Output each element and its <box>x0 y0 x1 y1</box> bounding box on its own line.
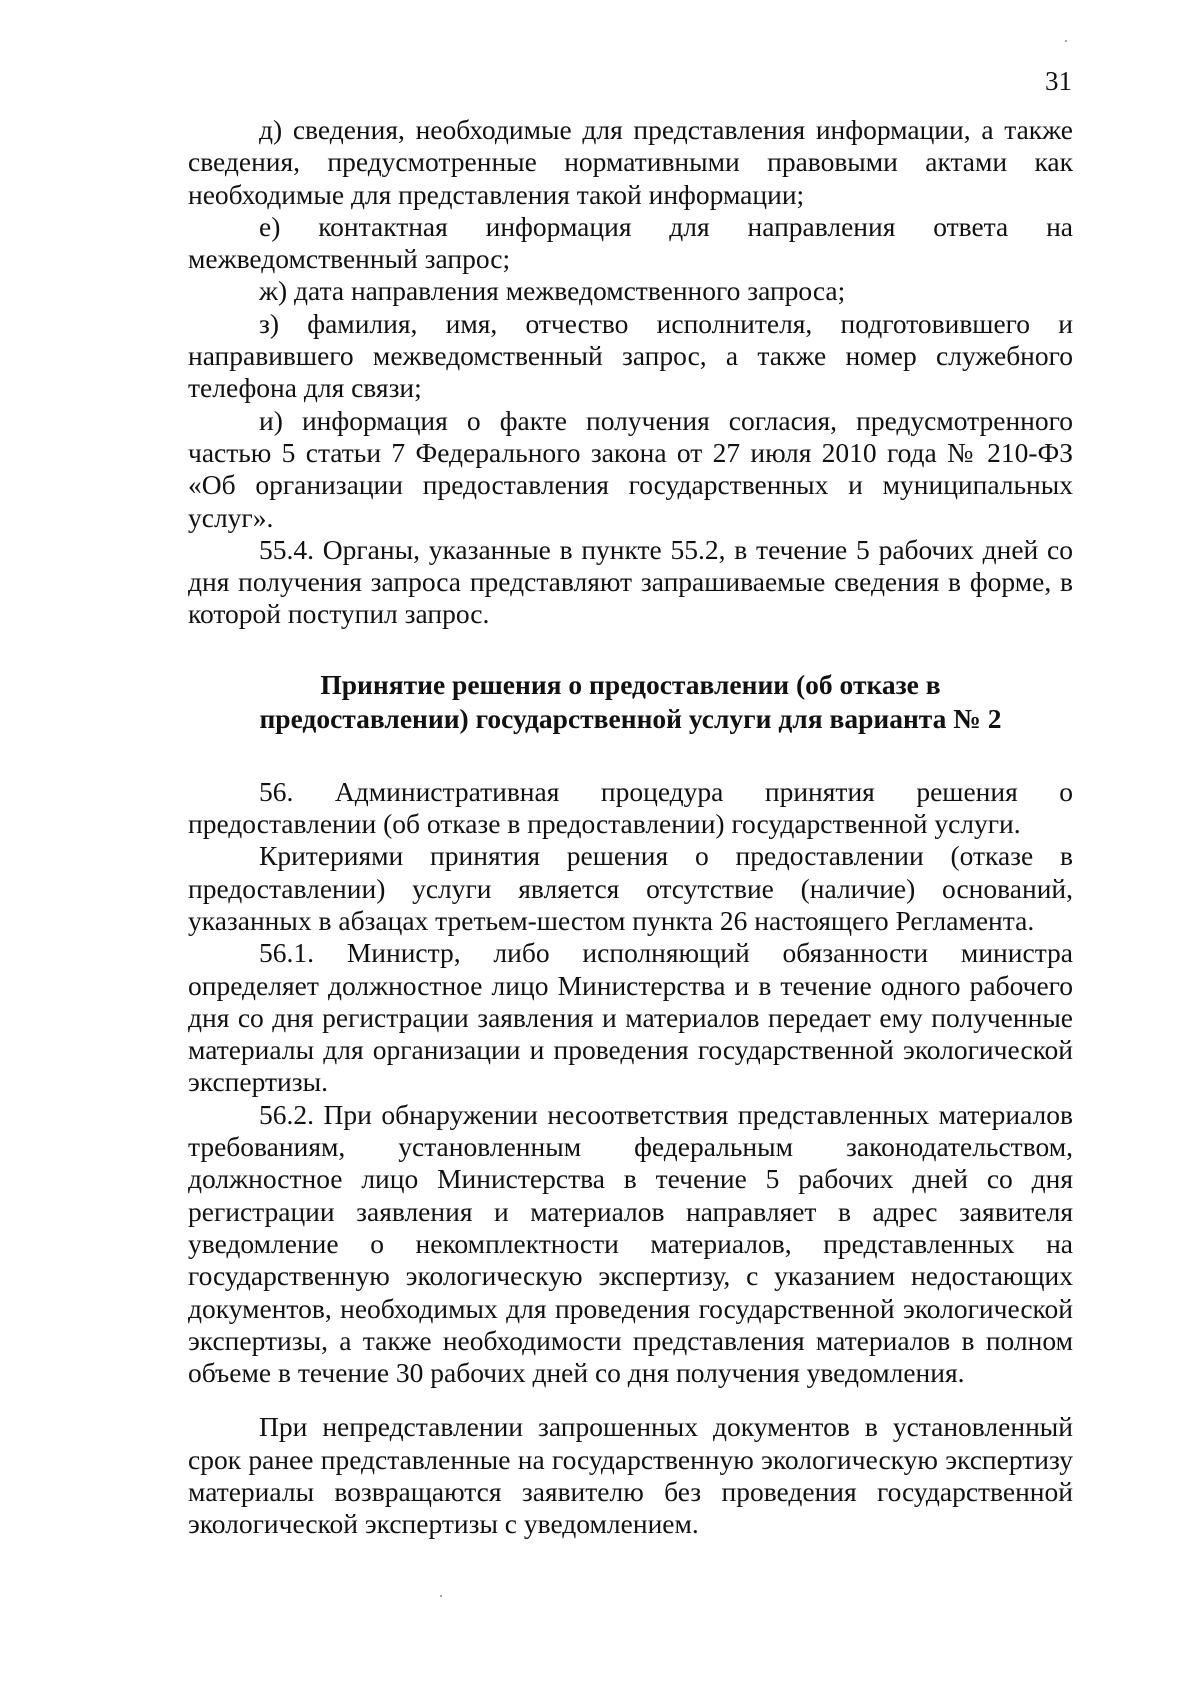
paragraph: 56. Административная процедура принятия решения о предоставлении (об отказе в предоставлении) государственной услуги. <box>188 775 1073 840</box>
section-heading <box>188 668 1073 736</box>
section-heading-line: предоставлении) государственной услуги для варианта № 2 <box>259 702 1002 734</box>
scan-speck <box>440 1595 442 1597</box>
paragraph: Критериями принятия решения о предоставлении (отказе в предоставлении) услуги является отсутствие (наличие) оснований, указанных в абзацах третьем-шестом пункта 26 настоящего Регламента. <box>188 840 1073 936</box>
scan-speck <box>1065 40 1067 42</box>
paragraph: 56.1. Министр, либо исполняющий обязанности министра определяет должностное лицо Министерства и в течение одного рабочего дня со дня регистрации заявления и материалов передает ему полученные материалы для организации и проведения государственной экологической экспертизы. <box>188 937 1073 1098</box>
paragraph: ж) дата направления межведомственного запроса; <box>259 275 846 307</box>
paragraph: и) информация о факте получения согласия, предусмотренного частью 5 статьи 7 Федерального закона от 27 июля 2010 года № 210-ФЗ «Об организации предоставления государственных и муниципальных услуг». <box>188 404 1073 533</box>
paragraph: При непредставлении запрошенных документов в установленный срок ранее представленные на государственную экологическую экспертизу материалы возвращаются заявителю без проведения государственной экологической экспертизы с уведомлением. <box>188 1411 1073 1540</box>
section-heading-line: Принятие решения о предоставлении (об отказе в <box>320 668 941 700</box>
document-body <box>188 114 1073 1541</box>
paragraph: 55.4. Органы, указанные в пункте 55.2, в течение 5 рабочих дней со дня получения запроса представляют запрашиваемые сведения в форме, в которой поступил запрос. <box>188 533 1073 630</box>
paragraph: е) контактная информация для направления ответа на межведомственный запрос; <box>188 210 1073 275</box>
paragraph: з) фамилия, имя, отчество исполнителя, подготовившего и направившего межведомственный запрос, а также номер служебного телефона для связи; <box>188 307 1073 404</box>
page-number: 31 <box>1045 66 1072 96</box>
paragraph: д) сведения, необходимые для представления информации, а также сведения, предусмотренные нормативными правовыми актами как необходимые для представления такой информации; <box>188 114 1073 210</box>
paragraph: 56.2. При обнаружении несоответствия представленных материалов требованиям, установленным федеральным законодательством, должностное лицо Министерства в течение 5 рабочих дней со дня регистрации заявления и материалов направляет в адрес заявителя уведомление о некомплектности материалов, представленных на государственную экологическую экспертизу, с указанием недостающих документов, необходимых для проведения государственной экологической экспертизы, а также необходимости представления материалов в полном объеме в течение 30 рабочих дней со дня получения уведомления. <box>188 1098 1073 1389</box>
